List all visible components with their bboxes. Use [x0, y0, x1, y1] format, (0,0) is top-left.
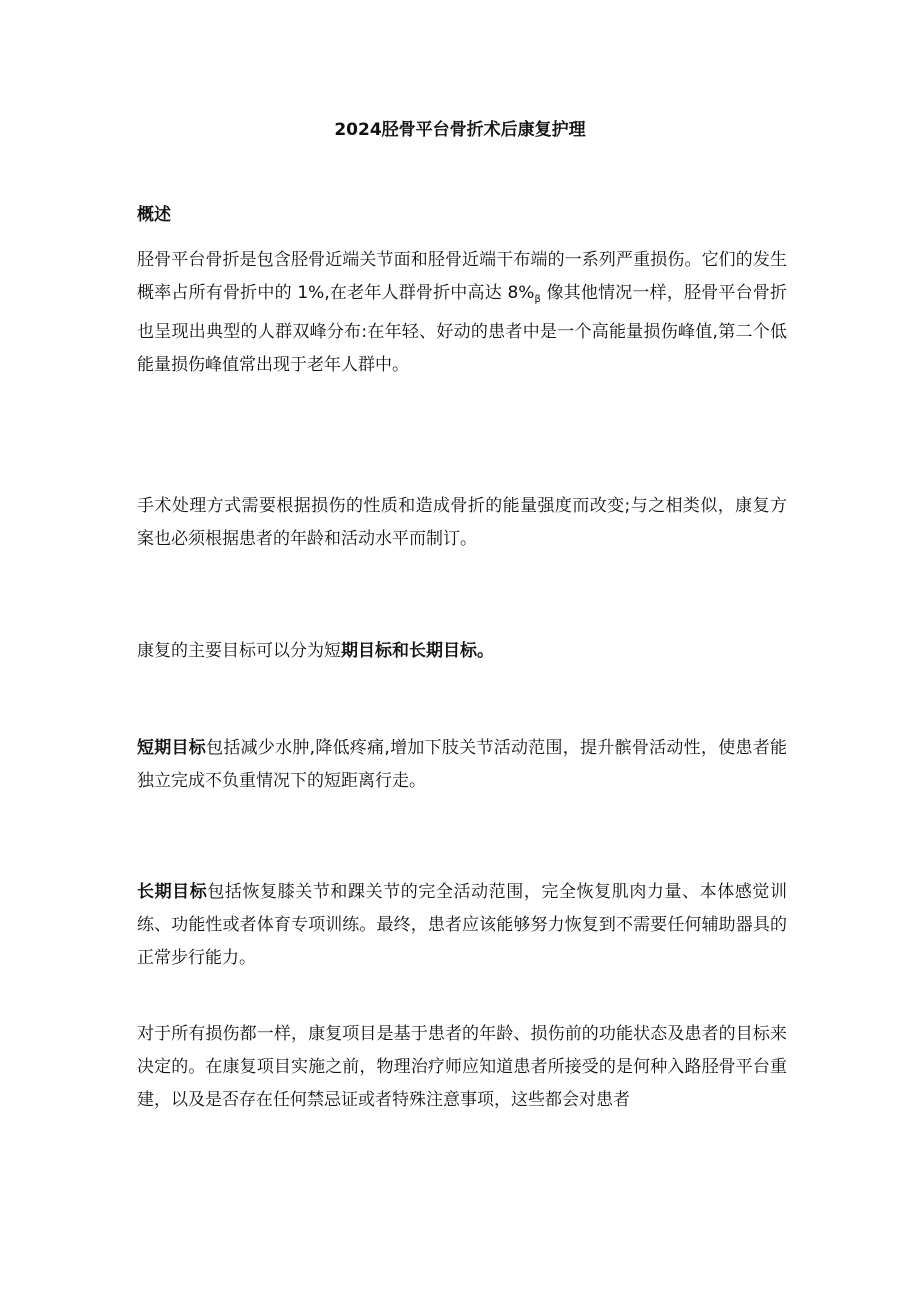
short-term-text: 包括减少水肿,降低疼痛,增加下肢关节活动范围，提升髌骨活动性，使患者能独立完成不负重情况下的短距离行走。	[137, 738, 787, 791]
beta-subscript: β	[534, 294, 541, 305]
long-term-text: 包括恢复膝关节和踝关节的完全活动范围，完全恢复肌肉力量、本体感觉训练、功能性或者体育专项训练。最终，患者应该能够努力恢复到不需要任何辅助器具的正常步行能力。	[137, 882, 788, 968]
long-term-label: 长期目标	[137, 882, 208, 902]
paragraph-short-term	[137, 732, 787, 798]
short-term-label: 短期目标	[137, 738, 207, 758]
paragraph-rehab-program: 对于所有损伤都一样，康复项目是基于患者的年龄、损伤前的功能状态及患者的目标来决定的。在康复项目实施之前，物理治疗师应知道患者所接受的是何种入路胫骨平台重建，以及是否存在任何禁忌证或者特殊注意事项，这些都会对患者	[137, 1024, 787, 1110]
document-title: 2024胫骨平台骨折术后康复护理	[334, 120, 586, 140]
paragraph-overview-text-a: 胫骨平台骨折是包含胫骨近端关节面和胫骨近端干布端的一系列严重损伤。它们的发生概率占所有骨折中的 1%,在老年人群骨折中高达 8%	[137, 250, 787, 303]
paragraph-overview-text-b: 像其他情况一样，胫骨平台骨折也呈现出典型的人群双峰分布:在年轻、好动的患者中是一个高能量损伤峰值,第二个低能量损伤峰值常出现于老年人群中。	[137, 283, 788, 375]
goals-intro-prefix: 康复的主要目标可以分为短	[137, 641, 341, 661]
paragraph-surgery: 手术处理方式需要根据损伤的性质和造成骨折的能量强度而改变;与之相类似，康复方案也必须根据患者的年龄和活动水平而制订。	[137, 496, 787, 549]
goals-intro-bold: 期目标和长期目标。	[341, 641, 494, 661]
paragraph-overview	[137, 244, 787, 382]
paragraph-goals-intro	[137, 635, 787, 668]
paragraph-long-term	[137, 876, 787, 975]
section-heading-overview: 概述	[137, 205, 171, 225]
